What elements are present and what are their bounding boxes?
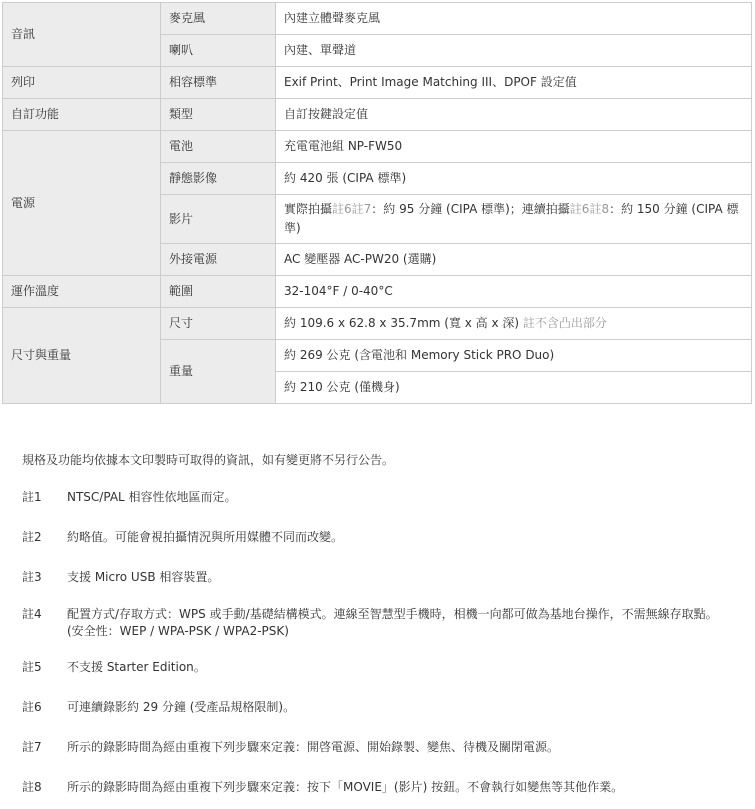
footnote-mark: 註5 [22, 660, 42, 674]
spec-value: 自訂按鍵設定值 [276, 99, 752, 131]
spec-label: 類型 [161, 99, 276, 131]
footnote-mark: 註7 [22, 740, 42, 754]
category-size-weight: 尺寸與重量 [3, 308, 161, 404]
table-row [3, 3, 752, 35]
spec-label: 電池 [161, 131, 276, 163]
category-temperature: 運作溫度 [3, 276, 161, 308]
spec-value: 充電電池組 NP-FW50 [276, 131, 752, 163]
category-power: 電源 [3, 131, 161, 276]
spec-value: 32-104°F / 0-40°C [276, 276, 752, 308]
disclaimer-text: 規格及功能均依據本文印製時可取得的資訊，如有變更將不另行公告。 [22, 453, 395, 467]
spec-value: 內建、單聲道 [276, 35, 752, 67]
footnote-mark: 註4 [22, 607, 42, 621]
table-row [3, 308, 752, 340]
spec-value: Exif Print、Print Image Matching III、DPOF 設定值 [276, 67, 752, 99]
spec-label: 尺寸 [161, 308, 276, 340]
table-row [3, 67, 752, 99]
spec-value: 約 420 張 (CIPA 標準) [276, 163, 752, 195]
footnote-mark: 註8 [22, 780, 42, 794]
footnote-ref[interactable]: 註6 [569, 202, 590, 216]
spec-table [2, 2, 752, 404]
movie-text: ：約 95 分鐘 (CIPA 標準)；連續拍攝 [371, 202, 570, 216]
spec-value: AC 變壓器 AC-PW20 (選購) [276, 244, 752, 276]
spec-value-movie [276, 195, 752, 244]
category-print: 列印 [3, 67, 161, 99]
footnote-text: 可連續錄影約 29 分鐘 (受產品規格限制)。 [67, 700, 296, 714]
footnote-mark: 註6 [22, 700, 42, 714]
spec-label: 影片 [161, 195, 276, 244]
footnote-text: 支援 Micro USB 相容裝置。 [67, 570, 220, 584]
spec-value-size [276, 308, 752, 340]
footnote-text: 不支援 Starter Edition。 [67, 660, 206, 674]
movie-text: ：約 150 分鐘 (CIPA 標準) [284, 202, 739, 235]
footnote-text [67, 606, 747, 640]
footnote-mark: 註2 [22, 530, 42, 544]
table-row [3, 131, 752, 163]
spec-label: 喇叭 [161, 35, 276, 67]
footnote-mark: 註3 [22, 570, 42, 584]
spec-label: 重量 [161, 340, 276, 404]
size-footnote: 註不含凸出部分 [522, 316, 607, 330]
footnote-text: 所示的錄影時間為經由重複下列步驟來定義：開啓電源、開始錄製、變焦、待機及關閉電源。 [67, 740, 560, 754]
footnote-ref[interactable]: 註7 [351, 202, 372, 216]
size-text: 約 109.6 x 62.8 x 35.7mm (寬 x 高 x 深) [284, 316, 520, 330]
spec-value: 內建立體聲麥克風 [276, 3, 752, 35]
table-row [3, 99, 752, 131]
footnote-text-line: 配置方式/存取方式：WPS 或手動/基礎結構模式。連線至智慧型手機時，相機一向都可做為基地台操作，不需無線存取點。 [67, 607, 718, 621]
footnote-text: 所示的錄影時間為經由重複下列步驟來定義：按下「MOVIE」(影片) 按鈕。不會執行如變焦等其他作業。 [67, 780, 624, 794]
movie-text: 實際拍攝 [284, 202, 333, 216]
spec-label: 外接電源 [161, 244, 276, 276]
spec-label: 範圍 [161, 276, 276, 308]
footnote-ref[interactable]: 註8 [589, 202, 610, 216]
spec-label: 相容標準 [161, 67, 276, 99]
footnote-mark: 註1 [22, 490, 42, 504]
table-row [3, 276, 752, 308]
category-audio: 音訊 [3, 3, 161, 67]
category-custom: 自訂功能 [3, 99, 161, 131]
footnote-text: 約略值。可能會視拍攝情況與所用媒體不同而改變。 [67, 530, 344, 544]
spec-value: 約 210 公克 (僅機身) [276, 372, 752, 404]
spec-label: 麥克風 [161, 3, 276, 35]
spec-label: 靜態影像 [161, 163, 276, 195]
footnote-text: NTSC/PAL 相容性依地區而定。 [67, 490, 237, 504]
spec-value: 約 269 公克 (含電池和 Memory Stick PRO Duo) [276, 340, 752, 372]
footnote-ref[interactable]: 註6 [332, 202, 352, 216]
footnote-text-line: (安全性：WEP / WPA-PSK / WPA2-PSK) [67, 624, 289, 638]
